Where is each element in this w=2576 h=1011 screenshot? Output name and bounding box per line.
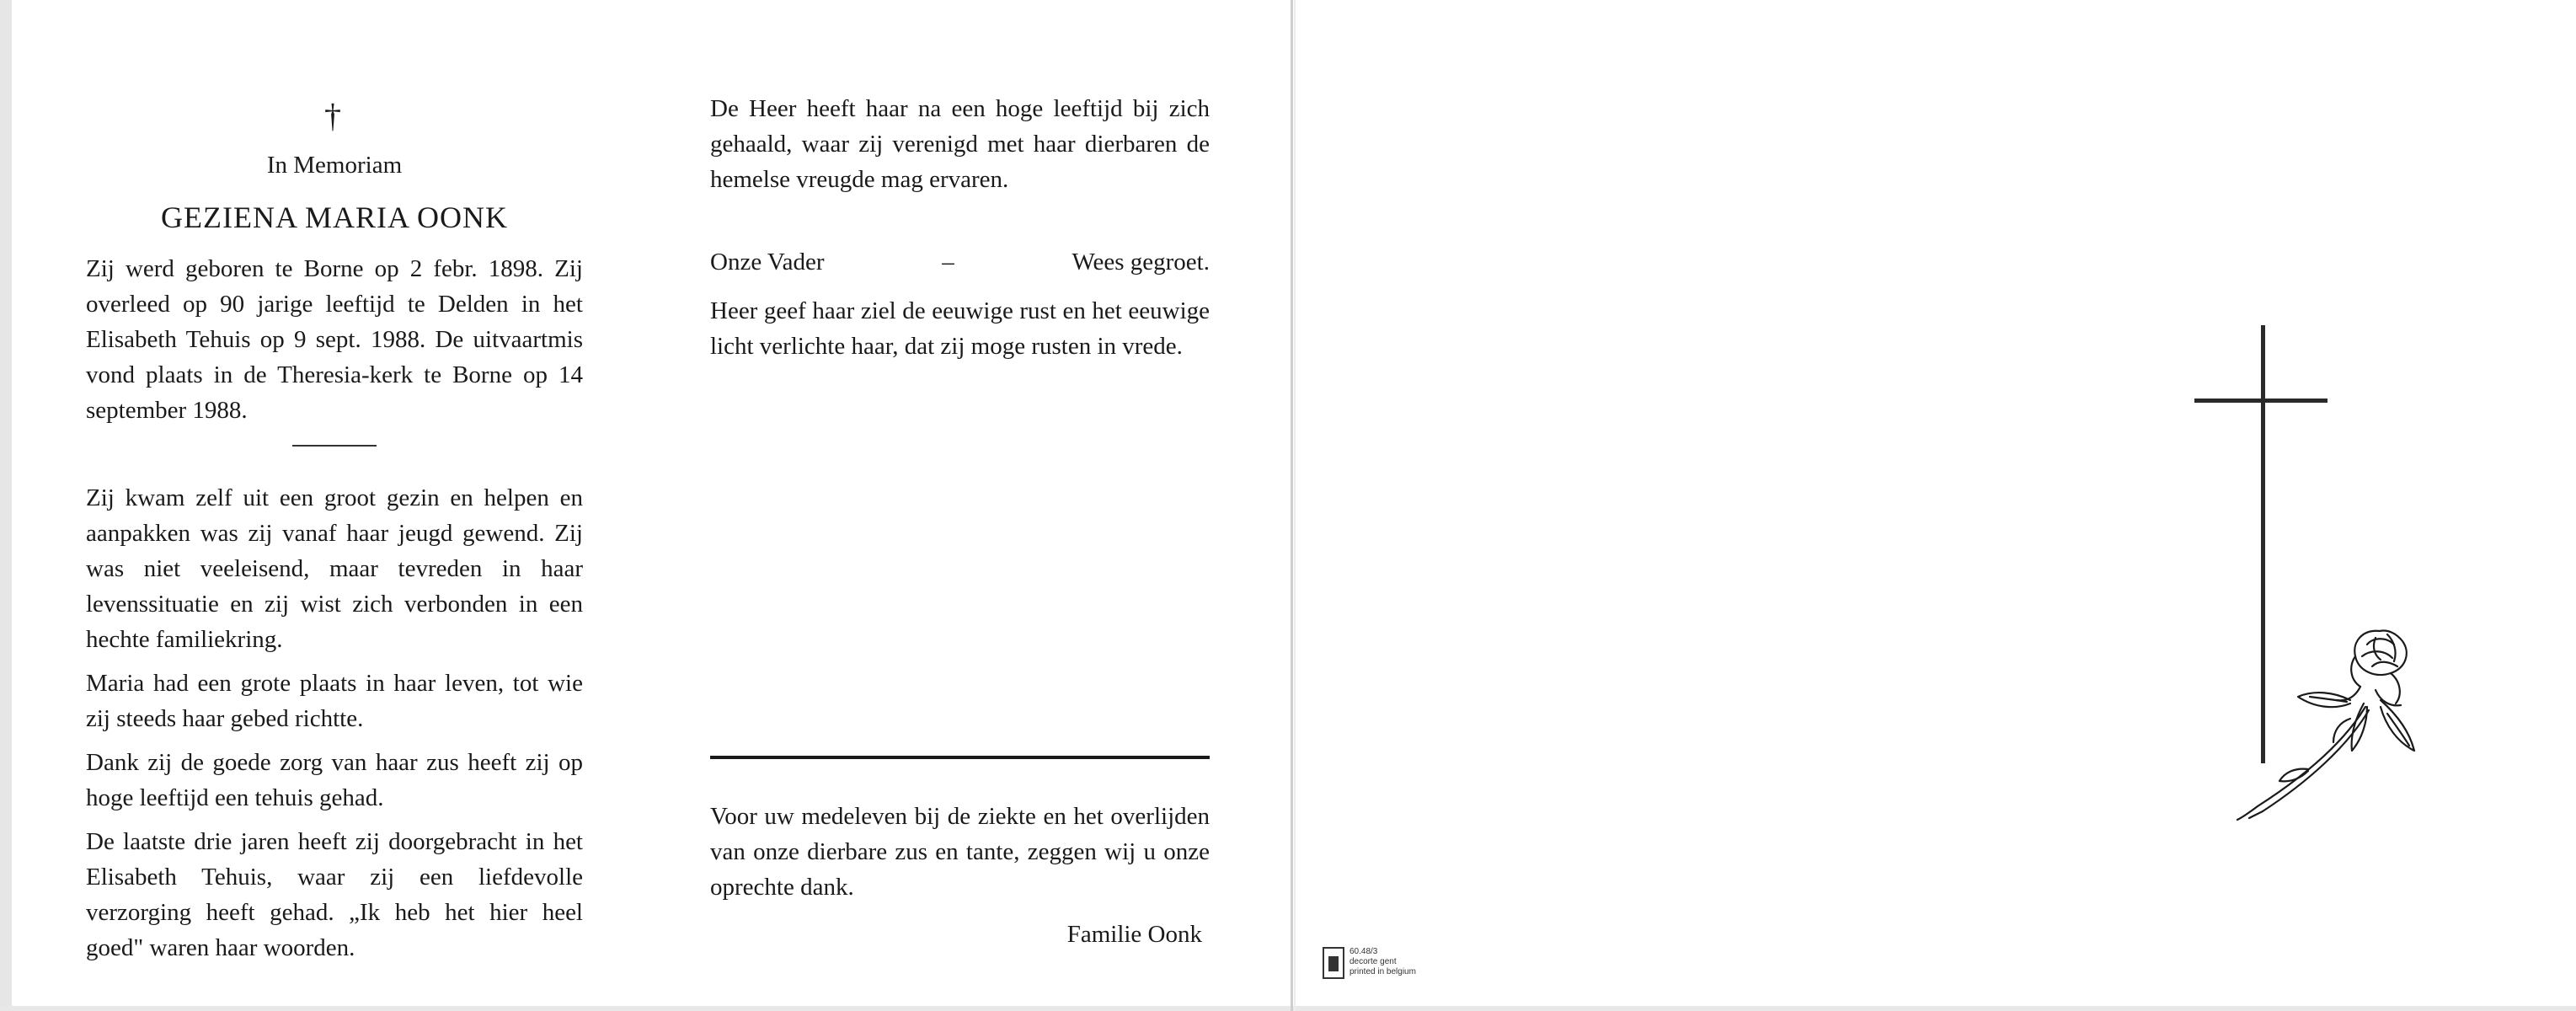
short-divider: [292, 445, 377, 447]
family-signature: Familie Oonk: [1066, 921, 1202, 948]
middle-column: [710, 91, 1210, 372]
large-cross-horizontal: [2194, 399, 2327, 403]
printer-mark: [1323, 947, 1466, 986]
card-fold-line: [1291, 0, 1293, 1011]
life-paragraph: Dank zij de goede zorg van haar zus heeft zij op hoge leeftijd een tehuis gehad.: [86, 749, 583, 811]
printer-country: printed in belgium: [1349, 967, 1416, 976]
left-column: [86, 251, 583, 974]
prayer-separator: –: [942, 249, 954, 275]
printer-company: decorte gent: [1349, 957, 1397, 966]
card-edge-bottom: [0, 1006, 2576, 1011]
opening-paragraph: De Heer heeft haar na een hoge leeftijd bij zich gehaald, waar zij verenigd met haar dierbaren de hemelse vreugde mag ervaren.: [710, 95, 1210, 193]
in-memoriam-heading: In Memoriam: [266, 152, 403, 179]
rose-illustration-icon: [2207, 619, 2434, 821]
life-paragraph: Zij kwam zelf uit een groot gezin en helpen en aanpakken was zij vanaf haar jeugd gewend. Zij was niet veeleisend, maar tevreden in haar levenssituatie en zij wist zich verbonden in een hechte familiekring.: [86, 484, 583, 653]
prayer-hail-mary: Wees gegroet.: [1072, 249, 1210, 275]
long-divider: [710, 756, 1210, 759]
prayer-our-father: Onze Vader: [710, 249, 825, 275]
printer-code: 60.48/3: [1349, 947, 1378, 956]
card-edge-left: [0, 0, 12, 1011]
biography-paragraph: Zij werd geboren te Borne op 2 febr. 1898. Zij overleed op 90 jarige leeftijd te Delden in het Elisabeth Tehuis op 9 sept. 1988. De uitvaartmis vond plaats in de Theresia-kerk te Borne op 14 september 1988.: [86, 255, 583, 424]
printer-logo-icon: [1323, 947, 1344, 979]
life-paragraph: De laatste drie jaren heeft zij doorgebracht in het Elisabeth Tehuis, waar zij een liefdevolle verzorging heeft gehad. „Ik heb het hier heel goed" waren haar woorden.: [86, 828, 583, 961]
deceased-name: GEZIENA MARIA OONK: [161, 201, 508, 234]
prayer-line: [710, 244, 1210, 280]
thanks-paragraph: Voor uw medeleven bij de ziekte en het overlijden van onze dierbare zus en tante, zeggen wij u onze oprechte dank.: [710, 803, 1210, 901]
cross-icon: †: [324, 97, 341, 135]
card-fold-shadow: [1294, 0, 1296, 1011]
printer-text: [1349, 947, 1416, 977]
prayer-paragraph: Heer geef haar ziel de eeuwige rust en het eeuwige licht verlichte haar, dat zij moge rusten in vrede.: [710, 297, 1210, 360]
life-paragraph: Maria had een grote plaats in haar leven, tot wie zij steeds haar gebed richtte.: [86, 670, 583, 732]
